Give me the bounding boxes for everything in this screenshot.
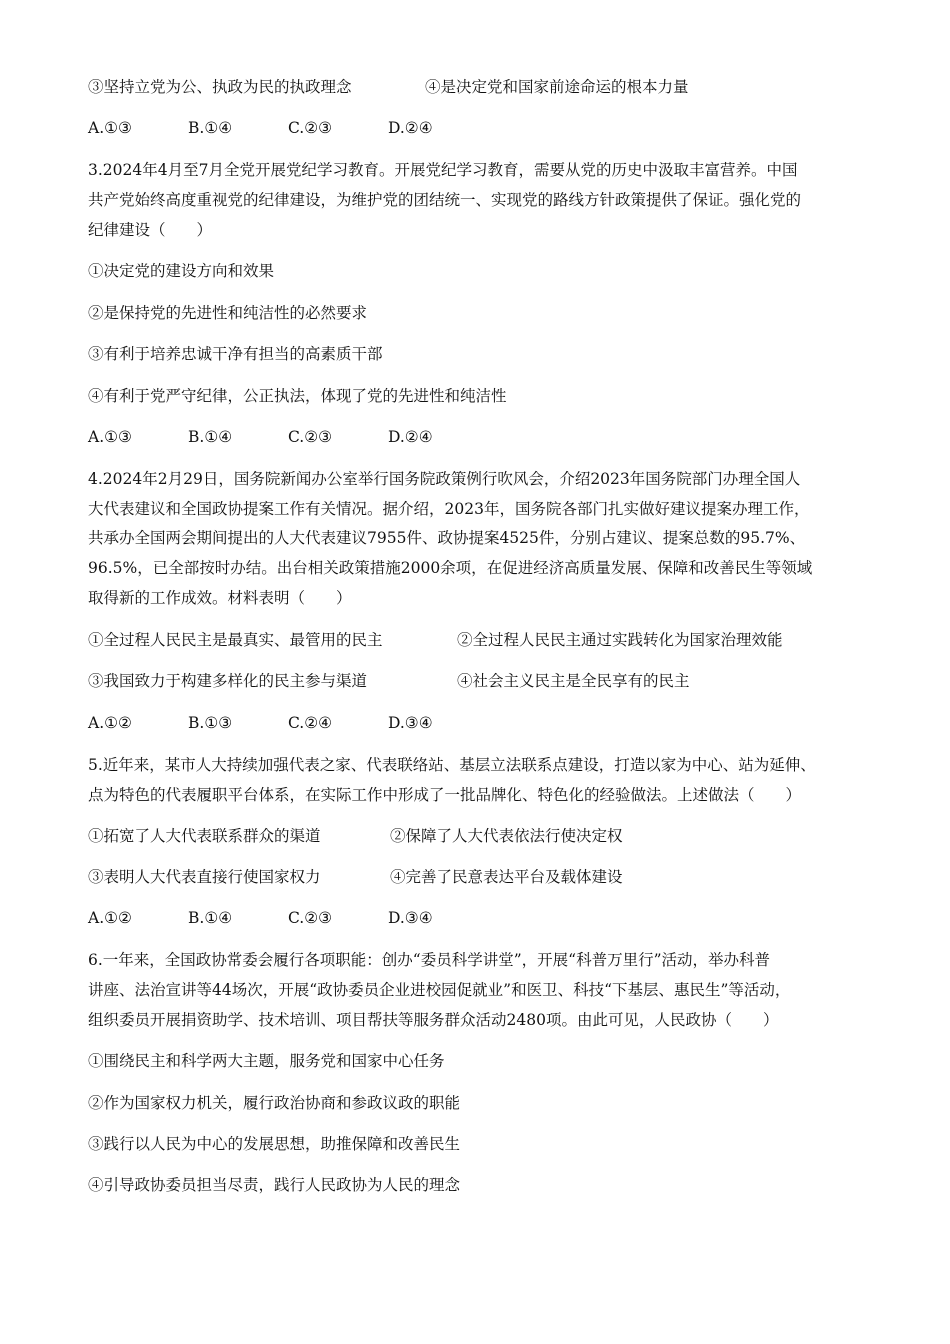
q4-option-1: ①全过程人民民主是最真实、最管用的民主 [88, 631, 383, 649]
q5-option-4: ④完善了民意表达平台及载体建设 [390, 868, 623, 886]
q6-stem-line-2: 讲座、法治宣讲等44场次，开展“政协委员企业进校园促就业”和医卫、科技“下基层、惠民生”等活动， [88, 981, 791, 999]
q5-answer-d: D.③④ [388, 909, 433, 927]
q2-option-3: ③坚持立党为公、执政为民的执政理念 [88, 78, 352, 96]
q3-stem-line-3: 纪律建设（ ） [88, 221, 213, 239]
q2-answer-a: A.①③ [88, 119, 132, 137]
q4-answer-a: A.①② [88, 714, 132, 732]
q5-option-1: ①拓宽了人大代表联系群众的渠道 [88, 827, 321, 845]
q3-stem-line-1: 3.2024年4月至7月全党开展党纪学习教育。开展党纪学习教育，需要从党的历史中汲取丰富营养。中国 [88, 161, 798, 179]
q4-stem-line-4: 96.5%，已全部按时办结。出台相关政策措施2000余项，在促进经济高质量发展、保障和改善民生等领域 [88, 559, 813, 577]
q6-option-1: ①围绕民主和科学两大主题，服务党和国家中心任务 [88, 1052, 445, 1070]
q3-option-4: ④有利于党严守纪律，公正执法，体现了党的先进性和纯洁性 [88, 387, 507, 405]
q4-option-3: ③我国致力于构建多样化的民主参与渠道 [88, 672, 368, 690]
q6-option-2: ②作为国家权力机关，履行政治协商和参政议政的职能 [88, 1094, 461, 1112]
q2-option-4: ④是决定党和国家前途命运的根本力量 [425, 78, 689, 96]
q4-stem-line-1: 4.2024年2月29日，国务院新闻办公室举行国务院政策例行吹风会，介绍2023年国务院部门办理全国人 [88, 470, 801, 488]
q5-stem-line-2: 点为特色的代表履职平台体系，在实际工作中形成了一批品牌化、特色化的经验做法。上述做法（ ） [88, 786, 802, 804]
q4-stem-line-3: 共承办全国两会期间提出的人大代表建议7955件、政协提案4525件，分别占建议、提案总数的95.7%、 [88, 529, 806, 547]
q5-answer-a: A.①② [88, 909, 132, 927]
q5-option-2: ②保障了人大代表依法行使决定权 [390, 827, 623, 845]
q4-stem-line-2: 大代表建议和全国政协提案工作有关情况。据介绍，2023年，国务院各部门扎实做好建议提案办理工作， [88, 500, 810, 518]
q2-answer-c: C.②③ [288, 119, 333, 137]
q3-option-2: ②是保持党的先进性和纯洁性的必然要求 [88, 304, 368, 322]
q3-option-3: ③有利于培养忠诚干净有担当的高素质干部 [88, 345, 383, 363]
q3-answer-a: A.①③ [88, 428, 132, 446]
q6-stem-line-1: 6.一年来，全国政协常委会履行各项职能：创办“委员科学讲堂”，开展“科普万里行”活动，举办科普 [88, 951, 770, 969]
q5-option-3: ③表明人大代表直接行使国家权力 [88, 868, 321, 886]
q3-answer-d: D.②④ [388, 428, 433, 446]
q4-option-2: ②全过程人民民主通过实践转化为国家治理效能 [457, 631, 783, 649]
q6-option-4: ④引导政协委员担当尽责，践行人民政协为人民的理念 [88, 1176, 461, 1194]
q5-stem-line-1: 5.近年来，某市人大持续加强代表之家、代表联络站、基层立法联系点建设，打造以家为中心、站为延伸、 [88, 756, 816, 774]
q6-stem-line-3: 组织委员开展捐资助学、技术培训、项目帮扶等服务群众活动2480项。由此可见，人民政协（ ） [88, 1011, 779, 1029]
q3-answer-c: C.②③ [288, 428, 333, 446]
q4-answer-c: C.②④ [288, 714, 333, 732]
q5-answer-c: C.②③ [288, 909, 333, 927]
q4-answer-d: D.③④ [388, 714, 433, 732]
q3-answer-b: B.①④ [188, 428, 233, 446]
q4-answer-b: B.①③ [188, 714, 233, 732]
q2-answer-b: B.①④ [188, 119, 233, 137]
q5-answer-b: B.①④ [188, 909, 233, 927]
q6-option-3: ③践行以人民为中心的发展思想，助推保障和改善民生 [88, 1135, 461, 1153]
q2-answer-d: D.②④ [388, 119, 433, 137]
q4-option-4: ④社会主义民主是全民享有的民主 [457, 672, 690, 690]
q3-option-1: ①决定党的建设方向和效果 [88, 262, 275, 280]
q3-stem-line-2: 共产党始终高度重视党的纪律建设，为维护党的团结统一、实现党的路线方针政策提供了保证。强化党的 [88, 191, 802, 209]
q4-stem-line-5: 取得新的工作成效。材料表明（ ） [88, 589, 352, 607]
